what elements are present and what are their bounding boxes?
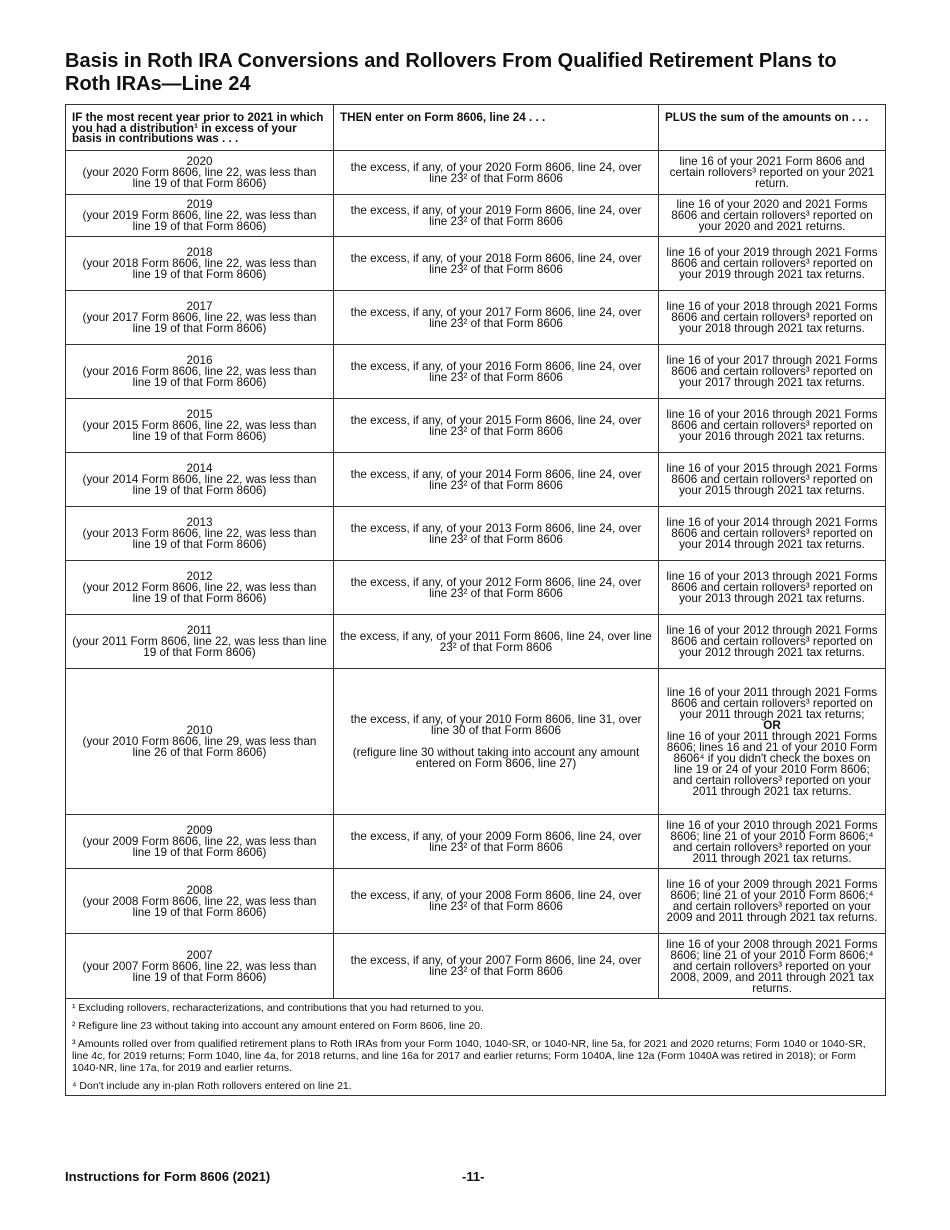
or-label: OR — [763, 718, 781, 732]
footnote-4: ⁴ Don't include any in-plan Roth rollovers entered on line 21. — [72, 1080, 352, 1092]
then-cell: the excess, if any, of your 2017 Form 8606, line 24, over line 23² of that Form 8606 — [334, 291, 659, 345]
year-condition: (your 2015 Form 8606, line 22, was less than line 19 of that Form 8606) — [82, 419, 317, 443]
year-cell — [66, 291, 334, 345]
table-header-row — [66, 105, 886, 151]
year-condition: (your 2007 Form 8606, line 22, was less than line 19 of that Form 8606) — [82, 959, 317, 984]
footer-doc-title: Instructions for Form 8606 (2021) — [65, 1169, 271, 1184]
year-cell — [66, 615, 334, 669]
plus-cell: line 16 of your 2012 through 2021 Forms 8606 and certain rollovers³ reported on your 2012 through 2021 tax returns. — [659, 615, 886, 669]
page-title: Basis in Roth IRA Conversions and Rollovers From Qualified Retirement Plans to Roth IRAs—Line 24 — [65, 50, 837, 95]
year-condition: (your 2013 Form 8606, line 22, was less than line 19 of that Form 8606) — [82, 527, 317, 551]
year-condition: (your 2009 Form 8606, line 22, was less than line 19 of that Form 8606) — [82, 835, 317, 859]
year-condition: (your 2018 Form 8606, line 22, was less than line 19 of that Form 8606) — [82, 257, 317, 281]
year-cell — [66, 507, 334, 561]
year: 2011 — [186, 624, 213, 637]
year-cell — [66, 453, 334, 507]
year-cell — [66, 934, 334, 999]
year: 2008 — [186, 883, 213, 897]
year-condition: (your 2020 Form 8606, line 22, was less than line 19 of that Form 8606) — [82, 166, 317, 190]
then-cell: the excess, if any, of your 2014 Form 8606, line 24, over line 23² of that Form 8606 — [334, 453, 659, 507]
then-cell: the excess, if any, of your 2015 Form 8606, line 24, over line 23² of that Form 8606 — [334, 399, 659, 453]
year: 2019 — [186, 198, 213, 211]
then-cell: the excess, if any, of your 2019 Form 8606, line 24, over line 23² of that Form 8606 — [334, 195, 659, 237]
then-text: the excess, if any, of your 2010 Form 8606, line 31, over line 30 of that Form 8606 — [350, 713, 642, 737]
table-row — [66, 399, 886, 453]
year: 2017 — [186, 300, 213, 313]
then-cell: the excess, if any, of your 2011 Form 8606, line 24, over line 23² of that Form 8606 — [334, 615, 659, 669]
plus-cell: line 16 of your 2017 through 2021 Forms 8606 and certain rollovers³ reported on your 2017 through 2021 tax returns. — [659, 345, 886, 399]
year-cell — [66, 345, 334, 399]
header-then: THEN enter on Form 8606, line 24 . . . — [334, 105, 659, 151]
plus-cell: line 16 of your 2008 through 2021 Forms 8606; line 21 of your 2010 Form 8606;⁴ and certain rollovers³ reported on your 2008, 2009, and 2011 through 2021 tax returns. — [659, 934, 886, 999]
year-condition: (your 2017 Form 8606, line 22, was less than line 19 of that Form 8606) — [82, 311, 317, 335]
table-row — [66, 507, 886, 561]
table-row — [66, 151, 886, 195]
plus-cell: line 16 of your 2018 through 2021 Forms 8606 and certain rollovers³ reported on your 2018 through 2021 tax returns. — [659, 291, 886, 345]
year-cell — [66, 869, 334, 934]
year: 2016 — [186, 354, 213, 367]
table-row — [66, 615, 886, 669]
table-row — [66, 561, 886, 615]
header-if: IF the most recent year prior to 2021 in which you had a distribution¹ in excess of your basis in contributions was . . . — [66, 105, 334, 151]
table-row — [66, 345, 886, 399]
year-cell — [66, 195, 334, 237]
then-cell — [334, 669, 659, 815]
then-note: (refigure line 30 without taking into account any amount entered on Form 8606, line 27) — [352, 746, 640, 770]
year: 2009 — [186, 824, 213, 837]
plus-cell: line 16 of your 2009 through 2021 Forms 8606; line 21 of your 2010 Form 8606;⁴ and certain rollovers³ reported on your 2009 and 2011 through 2021 tax returns. — [659, 869, 886, 934]
plus-cell: line 16 of your 2021 Form 8606 and certain rollovers³ reported on your 2021 return. — [659, 151, 886, 195]
year: 2010 — [186, 724, 213, 737]
footnotes — [66, 999, 886, 1096]
table-row — [66, 669, 886, 815]
year-cell — [66, 669, 334, 815]
footnote-1: ¹ Excluding rollovers, recharacterizations, and contributions that you had returned to you. — [72, 1002, 485, 1014]
table-row — [66, 195, 886, 237]
year: 2012 — [186, 570, 213, 583]
year-condition: (your 2016 Form 8606, line 22, was less than line 19 of that Form 8606) — [82, 365, 317, 389]
plus-cell: line 16 of your 2010 through 2021 Forms 8606; line 21 of your 2010 Form 8606;⁴ and certain rollovers³ reported on your 2011 through 2021 tax returns. — [659, 815, 886, 869]
then-cell: the excess, if any, of your 2016 Form 8606, line 24, over line 23² of that Form 8606 — [334, 345, 659, 399]
header-plus: PLUS the sum of the amounts on . . . — [659, 105, 886, 151]
plus-cell: line 16 of your 2015 through 2021 Forms 8606 and certain rollovers³ reported on your 2015 through 2021 tax returns. — [659, 453, 886, 507]
year-cell — [66, 561, 334, 615]
plus-cell: line 16 of your 2019 through 2021 Forms 8606 and certain rollovers³ reported on your 2019 through 2021 tax returns. — [659, 237, 886, 291]
year-cell — [66, 151, 334, 195]
year-condition: (your 2008 Form 8606, line 22, was less than line 19 of that Form 8606) — [82, 894, 317, 919]
plus-text: line 16 of your 2011 through 2021 Forms 8606 and certain rollovers³ reported on your 2011 through 2021 tax returns; — [666, 685, 878, 721]
then-cell: the excess, if any, of your 2018 Form 8606, line 24, over line 23² of that Form 8606 — [334, 237, 659, 291]
year: 2015 — [186, 408, 213, 421]
year: 2014 — [186, 462, 213, 475]
plus-cell: line 16 of your 2013 through 2021 Forms 8606 and certain rollovers³ reported on your 2013 through 2021 tax returns. — [659, 561, 886, 615]
footnote-3: ³ Amounts rolled over from qualified retirement plans to Roth IRAs from your Form 1040, 1040-SR, or 1040-NR, line 5a, for 2021 and 2020 returns; Form 1040 or 1040-SR, line 4c, for 2019 returns; Form 1040, line 4a, for 2018 returns, and line 16a for 2017 and earlier returns; Form 1040A, line 12a (Form 1040A was retired in 2018); or Form 1040-NR, line 17a, for 2019 and earlier returns. — [72, 1038, 866, 1074]
year-cell — [66, 399, 334, 453]
plus-cell: line 16 of your 2020 and 2021 Forms 8606 and certain rollovers³ reported on your 2020 and 2021 returns. — [659, 195, 886, 237]
year: 2020 — [186, 155, 213, 168]
year-condition: (your 2019 Form 8606, line 22, was less than line 19 of that Form 8606) — [82, 209, 317, 233]
year-cell — [66, 815, 334, 869]
table-row — [66, 453, 886, 507]
basis-table — [65, 104, 886, 1096]
year-condition: (your 2012 Form 8606, line 22, was less than line 19 of that Form 8606) — [82, 581, 317, 605]
footnotes-row — [66, 999, 886, 1096]
year: 2013 — [186, 516, 213, 529]
table-row — [66, 237, 886, 291]
then-cell: the excess, if any, of your 2007 Form 8606, line 24, over line 23² of that Form 8606 — [334, 934, 659, 999]
plus-cell: line 16 of your 2016 through 2021 Forms 8606 and certain rollovers³ reported on your 2016 through 2021 tax returns. — [659, 399, 886, 453]
table-row — [66, 934, 886, 999]
table-row — [66, 869, 886, 934]
year-condition: (your 2010 Form 8606, line 29, was less than line 26 of that Form 8606) — [82, 735, 317, 759]
table-row — [66, 291, 886, 345]
page-number: -11- — [462, 1169, 485, 1184]
plus-cell: line 16 of your 2014 through 2021 Forms 8606 and certain rollovers³ reported on your 2014 through 2021 tax returns. — [659, 507, 886, 561]
year-condition: (your 2011 Form 8606, line 22, was less than line 19 of that Form 8606) — [72, 635, 327, 659]
table-row — [66, 815, 886, 869]
plus-alt-text: line 16 of your 2011 through 2021 Forms 8606; lines 16 and 21 of your 2010 Form 8606⁴ if you didn't check the boxes on line 19 or 24 of your 2010 Form 8606; and certain rollovers³ reported on your 2011 through 2021 tax returns. — [666, 729, 878, 798]
then-cell: the excess, if any, of your 2009 Form 8606, line 24, over line 23² of that Form 8606 — [334, 815, 659, 869]
plus-cell — [659, 669, 886, 815]
year-condition: (your 2014 Form 8606, line 22, was less than line 19 of that Form 8606) — [82, 473, 317, 497]
then-cell: the excess, if any, of your 2008 Form 8606, line 24, over line 23² of that Form 8606 — [334, 869, 659, 934]
then-cell: the excess, if any, of your 2012 Form 8606, line 24, over line 23² of that Form 8606 — [334, 561, 659, 615]
footnote-2: ² Refigure line 23 without taking into account any amount entered on Form 8606, line 20. — [72, 1020, 483, 1032]
then-cell: the excess, if any, of your 2020 Form 8606, line 24, over line 23² of that Form 8606 — [334, 151, 659, 195]
year: 2018 — [186, 246, 213, 259]
year-cell — [66, 237, 334, 291]
year: 2007 — [186, 948, 213, 962]
then-cell: the excess, if any, of your 2013 Form 8606, line 24, over line 23² of that Form 8606 — [334, 507, 659, 561]
